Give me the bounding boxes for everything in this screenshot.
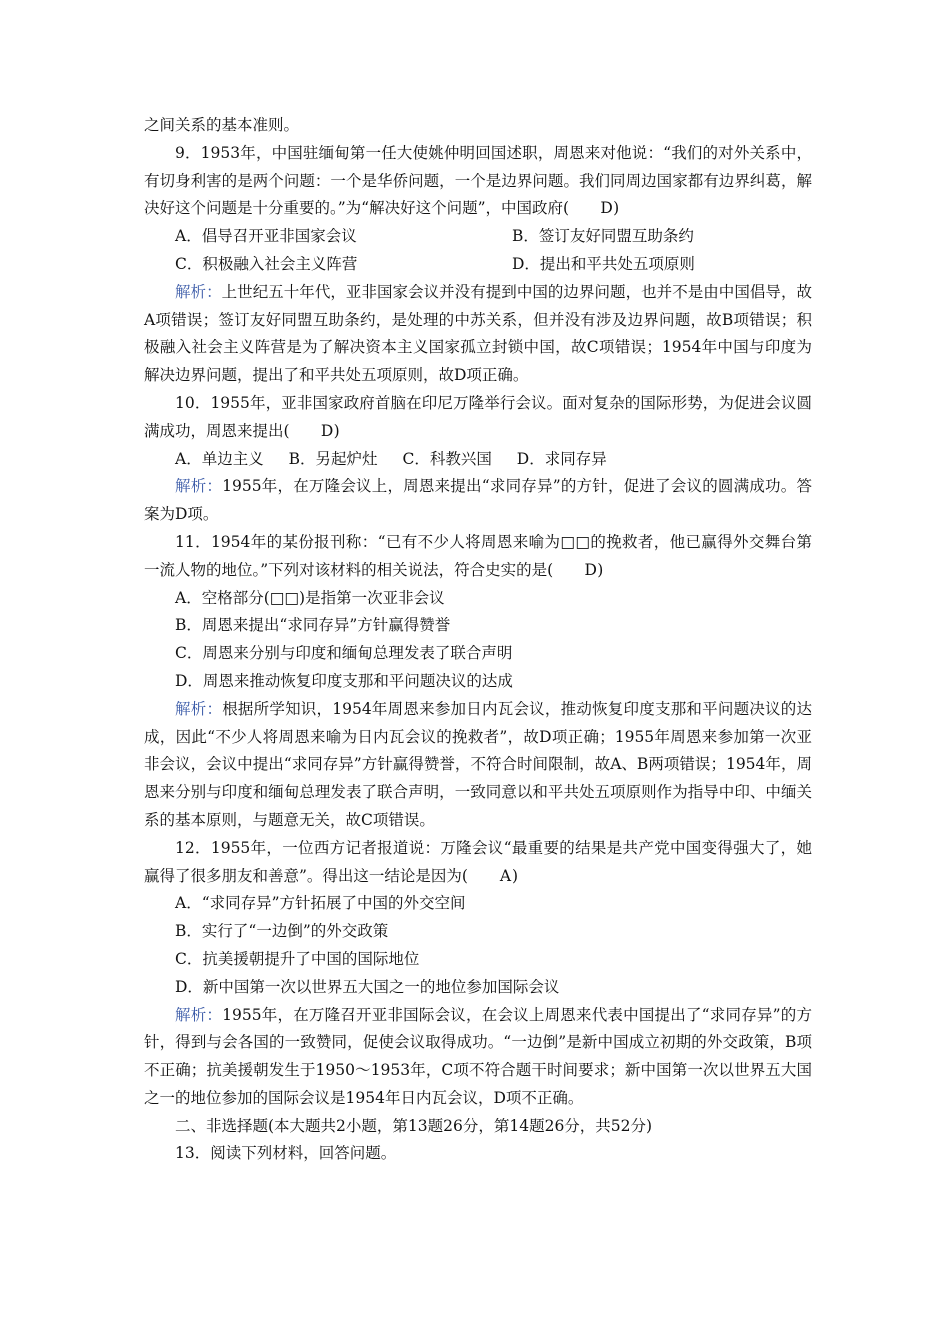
question-10-option-d: D．求同存异: [516, 449, 607, 468]
analysis-label: 解析：: [175, 1005, 223, 1024]
question-9-option-a: A．倡导召开亚非国家会议: [175, 227, 357, 246]
analysis-label: 解析：: [175, 699, 223, 718]
question-10-options: [144, 446, 812, 474]
question-11-stem: 11．1954年的某份报刊称：“已有不少人将周恩来喻为□□的挽救者，他已赢得外交舞台第一流人物的地位。”下列对该材料的相关说法，符合史实的是( D): [144, 529, 812, 585]
question-11-answer: D: [584, 560, 597, 579]
question-10-option-b: B．另起炉灶: [288, 449, 378, 468]
question-11-option-b: B．周恩来提出“求同存异”方针赢得赞誉: [175, 616, 451, 635]
analysis-label: 解析：: [175, 477, 223, 496]
question-10-analysis: 解析：1955年，在万隆会议上，周恩来提出“求同存异”的方针，促进了会议的圆满成功。答案为D项。: [144, 477, 812, 524]
question-10-option-c: C．科教兴国: [402, 449, 492, 468]
question-9-option-d: D．提出和平共处五项原则: [512, 254, 695, 273]
question-12-option-b: B．实行了“一边倒”的外交政策: [175, 922, 389, 941]
question-12-option-d: D．新中国第一次以世界五大国之一的地位参加国际会议: [175, 977, 560, 996]
question-12-analysis: 解析：1955年，在万隆召开亚非国际会议，在会议上周恩来代表中国提出了“求同存异”的方针，得到与会各国的一致赞同，促使会议取得成功。“一边倒”是新中国成立初期的外交政策，B项不正确；抗美援朝发生于1950～1953年，C项不符合题干时间要求；新中国第一次以世界五大国之一的地位参加的国际会议是1954年日内瓦会议，D项不正确。: [144, 1005, 812, 1107]
question-12-option-c: C．抗美援朝提升了中国的国际地位: [175, 949, 420, 968]
question-9-option-c: C．积极融入社会主义阵营: [175, 254, 358, 273]
analysis-label: 解析：: [175, 282, 222, 301]
question-9-options-row-1: [144, 223, 812, 251]
question-9-answer: D: [600, 199, 613, 218]
question-11-option-d: D．周恩来推动恢复印度支那和平问题决议的达成: [175, 671, 513, 690]
question-12-answer: A: [499, 866, 512, 885]
question-11-option-c: C．周恩来分别与印度和缅甸总理发表了联合声明: [175, 644, 513, 663]
question-9-stem: 9．1953年，中国驻缅甸第一任大使姚仲明回国述职，周恩来对他说：“我们的对外关系中，有切身利害的是两个问题：一个是华侨问题，一个是边界问题。我们同周边国家都有边界纠葛，解决好这个问题是十分重要的。”为“解决好这个问题”，中国政府( D): [144, 140, 812, 223]
question-9-options-row-2: [144, 251, 812, 279]
section-2-heading: 二、非选择题(本大题共2小题，第13题26分，第14题26分，共52分): [175, 1116, 653, 1135]
question-10-answer: D: [320, 421, 334, 440]
continued-line: 之间关系的基本准则。: [144, 116, 300, 134]
question-12-option-a: A．“求同存异”方针拓展了中国的外交空间: [175, 894, 466, 913]
question-9-option-b: B．签订友好同盟互助条约: [512, 227, 694, 246]
question-11-option-a: A．空格部分(□□)是指第一次亚非会议: [175, 588, 445, 607]
question-9-analysis: 解析：上世纪五十年代，亚非国家会议并没有提到中国的边界问题，也并不是由中国倡导，故A项错误；签订友好同盟互助条约，是处理的中苏关系，但并没有涉及边界问题，故B项错误；积极融入社会主义阵营是为了解决资本主义国家孤立封锁中国，故C项错误；1954年中国与印度为解决边界问题，提出了和平共处五项原则，故D项正确。: [144, 282, 812, 385]
question-13-stem: 13．阅读下列材料，回答问题。: [175, 1144, 397, 1163]
question-11-analysis: 解析：根据所学知识，1954年周恩来参加日内瓦会议，推动恢复印度支那和平问题决议的达成，因此“不少人将周恩来喻为日内瓦会议的挽救者”，故D项正确；1955年周恩来参加第一次亚非会议，会议中提出“求同存异”方针赢得赞誉，不符合时间限制，故A、B两项错误；1954年，周恩来分别与印度和缅甸总理发表了联合声明，一致同意以和平共处五项原则作为指导中印、中缅关系的基本原则，与题意无关，故C项错误。: [144, 699, 812, 829]
document-page: [144, 112, 812, 1168]
question-10-option-a: A．单边主义: [175, 449, 264, 468]
question-10-stem: 10．1955年，亚非国家政府首脑在印尼万隆举行会议。面对复杂的国际形势，为促进会议圆满成功，周恩来提出( D): [144, 390, 812, 446]
question-12-stem: 12．1955年，一位西方记者报道说：万隆会议“最重要的结果是共产党中国变得强大了，她赢得了很多朋友和善意”。得出这一结论是因为( A): [144, 835, 812, 891]
